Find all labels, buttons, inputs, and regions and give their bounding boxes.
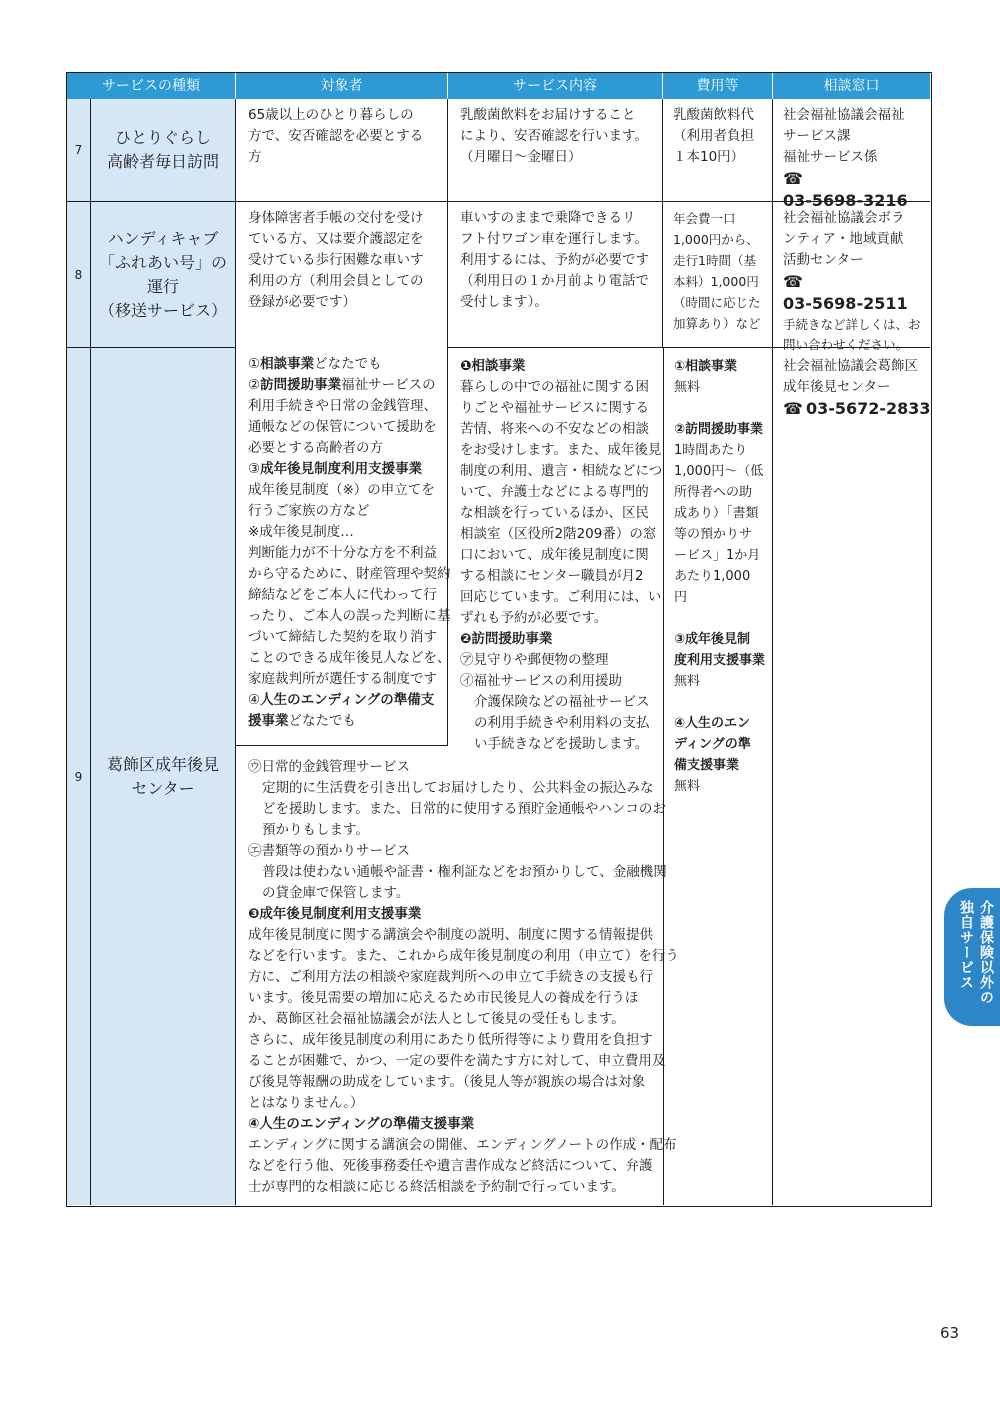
header-contact: 相談窓口	[773, 73, 930, 99]
text-line: か、葛飾区社会福祉協議会が法人として後見の受任もします。	[248, 1011, 625, 1027]
bold-heading: 援事業	[248, 713, 289, 729]
text-line: 1時間あたり	[674, 443, 748, 458]
text-line	[674, 398, 765, 419]
text-line: 介護保険などの福祉サービス	[474, 694, 650, 710]
content-bottom-list	[248, 757, 679, 1198]
text-line: 利用手続きや日常の金銭管理、	[248, 398, 437, 414]
text-line: 本料）1,000円	[673, 274, 759, 289]
text-line	[674, 650, 765, 671]
bold-heading: ④人生のエンディングの準備支援事業	[248, 1116, 475, 1132]
section-tab-label: 介護保険以外の独自サービス	[958, 900, 994, 1005]
text-line: （利用日の１か月前より電話で	[460, 273, 649, 289]
text-line: から守るために、財産管理や契約	[248, 566, 451, 582]
phone-number-text: 03-5672-2833	[805, 399, 931, 418]
text-line	[674, 713, 765, 734]
text-line: りごとや福祉サービスに関する	[460, 400, 649, 416]
contact-cell	[773, 202, 930, 352]
text-line: をお受けします。また、成年後見	[460, 442, 662, 458]
bold-heading: ②訪問援助事業	[674, 422, 764, 437]
text-line: エンディングに関する講演会の開催、エンディングノートの作成・配布	[248, 1137, 677, 1153]
text-line: います。後見需要の増加に応えるため市民後見人の養成を行うほ	[248, 990, 639, 1006]
header-content: サービス内容	[448, 73, 663, 99]
bold-heading: 度利用支援事業	[674, 653, 766, 668]
text-line: 社会福祉協議会福祉	[783, 107, 905, 123]
text-line: 方	[248, 149, 262, 165]
text-line: 無料	[674, 674, 701, 689]
text-line: 車いすのままで乗降できるリ	[460, 210, 636, 226]
phone-number-text: 03-5698-2511	[783, 294, 908, 313]
text-line: （月曜日～金曜日）	[460, 149, 582, 165]
bold-heading: 成年後見制度利用支援事業	[260, 461, 423, 477]
text-line: 相談室（区役所2階209番）の窓	[460, 526, 657, 542]
phone-number-text: 03-5698-3216	[783, 191, 908, 210]
text-line: ※成年後見制度…	[248, 524, 354, 540]
text-line: とはなりません。）	[248, 1095, 364, 1111]
phone-icon: ☎	[783, 272, 803, 291]
text-line: 行うご家族の方など	[248, 503, 370, 519]
service-name-line: 高齢者毎日訪問	[106, 152, 219, 171]
text-line: さらに、成年後見制度の利用にあたり低所得等により費用を負担す	[248, 1032, 653, 1048]
text-fragment: どなたでも	[288, 713, 356, 729]
text-line: 暮らしの中での福祉に関する困	[460, 379, 649, 395]
bold-heading: ❶相談事業	[460, 358, 526, 374]
text-line	[248, 1114, 679, 1135]
text-fragment: 福祉サービスの	[341, 377, 436, 393]
text-line: の利用手続きや利用料の支払	[474, 715, 650, 731]
text-line	[248, 711, 451, 732]
bold-heading: 備支援事業	[674, 758, 740, 773]
text-line	[460, 356, 662, 377]
text-line	[674, 419, 765, 440]
service-name	[91, 99, 236, 202]
bold-heading: ①相談事業	[674, 359, 738, 374]
fee-list	[674, 356, 765, 797]
text-line: 福祉サービス係	[783, 149, 878, 165]
text-line: 士が専門的な相談に応じる終活相談を予約制で行っています。	[248, 1179, 625, 1195]
text-line: ㋒日常的金銭管理サービス	[248, 759, 410, 775]
phone-icon: ☎	[783, 399, 803, 418]
text-line: （利用者負担	[673, 128, 754, 144]
text-line: 成あり）「書類	[674, 506, 759, 521]
text-line: 締結などをご本人に代わって行	[248, 587, 437, 603]
text-line: 65歳以上のひとり暮らしの	[248, 107, 414, 123]
text-line: 登録が必要です）	[248, 294, 356, 310]
service-name-line: 運行	[146, 276, 179, 296]
phone-icon: ☎	[783, 169, 803, 188]
service-name-line: （移送サービス）	[98, 300, 227, 320]
row-number: 7	[67, 99, 91, 202]
text-line: 預かりもします。	[262, 822, 369, 838]
text-line: 乳酸菌飲料代	[673, 107, 754, 123]
service-name-line: センター	[131, 778, 195, 798]
service-name-line: ハンディキャブ	[107, 228, 219, 248]
service-name	[91, 202, 236, 348]
text-line: いて、弁護士などによる専門的	[460, 484, 649, 500]
fee-cell	[663, 202, 773, 348]
item-marker: ③	[248, 461, 261, 477]
text-line: 円	[674, 590, 688, 605]
text-line: ることが困難で、かつ、一定の要件を満たす方に対して、申立費用及	[248, 1053, 666, 1069]
text-line: づいて締結した契約を取り消す	[248, 629, 437, 645]
text-line	[674, 755, 765, 776]
bold-heading: ❸成年後見制度利用支援事業	[248, 906, 422, 922]
text-line: 1,000円～（低	[674, 464, 764, 479]
bold-heading: ④人生のエン	[674, 716, 751, 731]
text-line: サービス課	[783, 128, 851, 144]
text-line: い手続きなどを援助します。	[474, 736, 649, 752]
target-cell	[236, 99, 448, 202]
contact-block	[783, 356, 931, 420]
text-line: 手続きなど詳しくは、お	[783, 317, 921, 332]
text-line	[674, 629, 765, 650]
section-tab[interactable]	[944, 888, 1000, 1026]
text-line: フト付ワゴン車を運行します。	[460, 231, 648, 247]
text-line: 判断能力が不十分な方を不利益	[248, 545, 437, 561]
text-line: により、安否確認を行います。	[460, 128, 648, 144]
text-line: 年会費一口	[673, 211, 736, 226]
text-line: 普段は使わない通帳や証書・権利証などをお預かりして、金融機関	[262, 864, 667, 880]
target-box	[236, 346, 451, 746]
text-line	[248, 690, 451, 711]
text-line	[248, 375, 451, 396]
contact-cell	[773, 99, 930, 210]
text-fragment: どなたでも	[314, 356, 382, 372]
text-line: 口において、成年後見制度に関	[460, 547, 649, 563]
text-line: 回応じています。ご利用には、い	[460, 589, 662, 605]
text-line: 活動センター	[783, 252, 864, 268]
text-line: 所得者への助	[674, 485, 753, 500]
text-line: 利用するには、予約が必要です	[460, 252, 649, 268]
header-service-type: サービスの種類	[67, 73, 236, 99]
text-line: ㋐見守りや郵便物の整理	[460, 652, 609, 668]
text-line: 必要とする高齢者の方	[248, 440, 383, 456]
text-line: 方で、安否確認を必要とする	[248, 128, 424, 144]
text-line: 通帳などの保管について援助を	[248, 419, 437, 435]
text-line: 身体障害者手帳の交付を受け	[248, 210, 424, 226]
text-line: ことのできる成年後見人などを、	[248, 650, 451, 666]
text-line	[674, 356, 765, 377]
text-line: ンティア・地域貢献	[783, 231, 904, 247]
text-line	[674, 734, 765, 755]
text-line	[248, 904, 679, 925]
target-list	[248, 354, 451, 732]
fee-cell	[663, 348, 773, 1205]
text-line: 無料	[674, 380, 701, 395]
text-line: 受けている歩行困難な車いす	[248, 252, 424, 268]
item-marker: ①	[248, 356, 261, 372]
text-line: ずれも予約が必要です。	[460, 610, 608, 626]
phone-number	[783, 398, 931, 420]
content-cell	[448, 202, 663, 348]
text-line: どを援助します。また、日常的に使用する預貯金通帳やハンコのお	[262, 801, 666, 817]
text-line: 走行1時間（基	[673, 253, 756, 268]
bold-heading: ❷訪問援助事業	[460, 631, 553, 647]
text-line: 無料	[674, 779, 701, 794]
text-line	[248, 459, 451, 480]
text-line: 制度の利用、遺言・相続などにつ	[460, 463, 663, 479]
content-top-list	[460, 356, 662, 755]
service-name-line: 葛飾区成年後見	[106, 754, 219, 774]
text-line: ㋓書類等の預かりサービス	[248, 843, 410, 859]
text-line: ービス」1か月	[674, 548, 761, 563]
text-line: の貸金庫で保管します。	[262, 885, 410, 901]
text-line: ㋑福祉サービスの利用援助	[460, 673, 622, 689]
row-number: 9	[67, 348, 91, 1205]
bold-heading: 人生のエンディングの準備支	[260, 692, 435, 708]
text-line: あたり1,000	[674, 569, 751, 584]
text-line: び後見等報酬の助成をしています。（後見人等が親族の場合は対象	[248, 1074, 646, 1090]
text-line: な相談を行っているほか、区民	[460, 505, 649, 521]
page-number: 63	[940, 1324, 960, 1342]
text-line: 家庭裁判所が選任する制度です	[248, 671, 437, 687]
text-line: 定期的に生活費を引き出してお届けしたり、公共料金の振込みな	[262, 780, 654, 796]
fee-cell	[663, 99, 773, 202]
text-line: 成年後見センター	[783, 379, 891, 395]
item-marker: ②	[248, 377, 261, 393]
row-number: 8	[67, 202, 91, 348]
text-line: 成年後見制度に関する講演会や制度の説明、制度に関する情報提供	[248, 927, 653, 943]
service-name-line: ひとりぐらし	[114, 128, 211, 147]
phone-number	[783, 271, 920, 315]
header-target: 対象者	[236, 73, 448, 99]
item-marker: ④	[248, 692, 261, 708]
text-line: 社会福祉協議会葛飾区	[783, 358, 918, 374]
text-line: 成年後見制度（※）の申立てを	[248, 482, 435, 498]
text-line: 加算あり）など	[673, 316, 761, 331]
text-line: などを行います。また、これから成年後見制度の利用（申立て）を行う	[248, 948, 679, 964]
text-line	[674, 608, 765, 629]
text-line: 問い合わせください。	[783, 337, 909, 352]
text-line: （時間に応じた	[673, 295, 761, 310]
text-line: 1,000円から、	[673, 232, 759, 247]
text-line: ている方、又は要介護認定を	[248, 231, 424, 247]
service-name	[91, 348, 236, 1205]
text-line	[248, 354, 451, 375]
contact-cell	[773, 348, 930, 1205]
text-line: などを行う他、死後事務委任や遺言書作成など終活について、弁護	[248, 1158, 653, 1174]
content-cell	[448, 99, 663, 202]
bold-heading: ③成年後見制	[674, 632, 751, 647]
text-line: 方に、ご利用方法の相談や家庭裁判所への申立て手続きの支援も行	[248, 969, 653, 985]
text-line: １本10円）	[673, 149, 745, 165]
text-line: 苦情、将来への不安などの相談	[460, 421, 649, 437]
text-line: 乳酸菌飲料をお届けすること	[460, 107, 636, 123]
text-line: 利用の方（利用会員としての	[248, 273, 424, 289]
text-line: 受付します）。	[460, 294, 548, 310]
text-line	[460, 629, 662, 650]
text-line: 社会福祉協議会ボラ	[783, 210, 905, 226]
text-line: する相談にセンター職員が月2	[460, 568, 644, 584]
service-name-line: 「ふれあい号」の	[98, 252, 227, 272]
text-line: ったり、ご本人の誤った判断に基	[248, 608, 451, 624]
bold-heading: 訪問援助事業	[260, 377, 342, 393]
bold-heading: ディングの準	[674, 737, 751, 752]
header-fee: 費用等	[663, 73, 773, 99]
service-table	[66, 72, 932, 1207]
text-line	[674, 692, 765, 713]
text-line: 等の預かりサ	[674, 527, 753, 542]
target-cell	[236, 202, 448, 348]
bold-heading: 相談事業	[260, 356, 315, 372]
